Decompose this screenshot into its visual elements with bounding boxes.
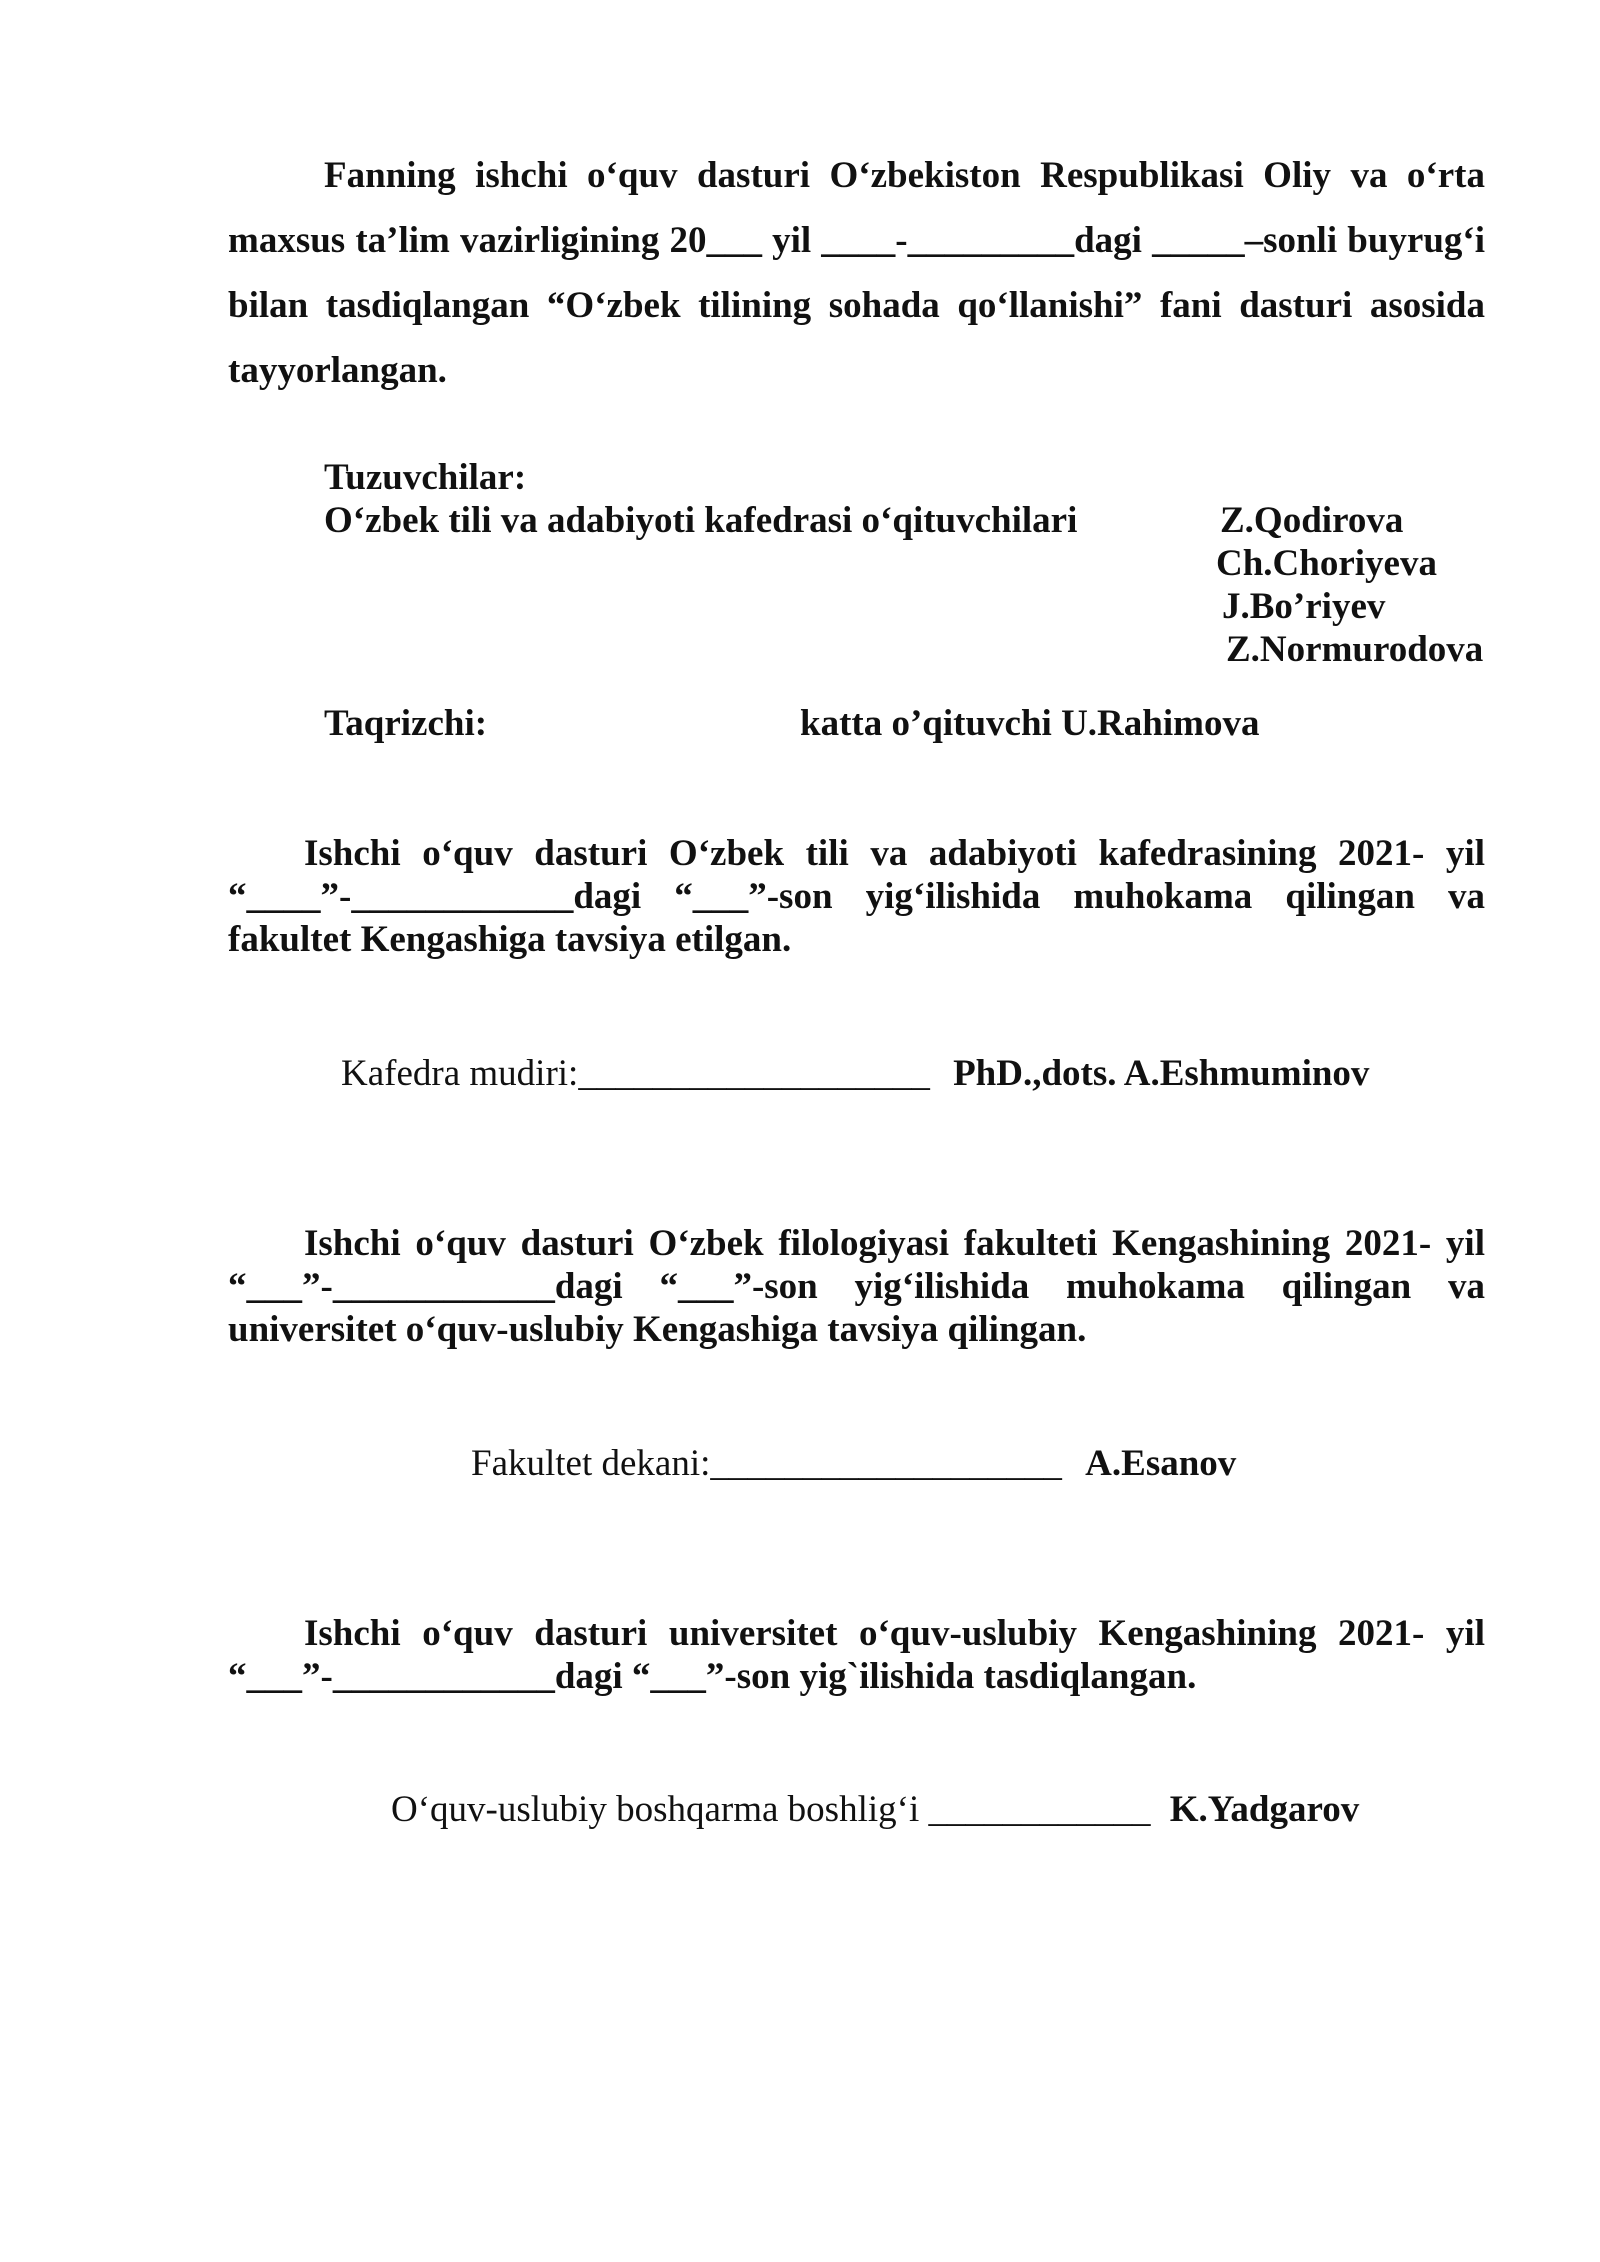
intro-paragraph: Fanning ishchi o‘quv dasturi O‘zbekiston Respublikasi Oliy va o‘rta maxsus ta’lim vazirligining 20___ yil ____-_________dagi _____–sonli buyrug‘i bilan tasdiqlangan “O‘zbek tilining sohada qo‘llanishi” fani dasturi asosida tayyorlangan. [228,155,1485,391]
department-head-name: PhD.,dots. A.Eshmuminov [953,1053,1370,1094]
methodology-head-name: K.Yadgarov [1169,1789,1360,1830]
methodology-head-label: O‘quv-uslubiy boshqarma boshlig‘i ____________ [391,1789,1151,1830]
compiler-name-1: Z.Qodirova [1220,500,1404,541]
compiler-name-4: Z.Normurodova [1226,629,1484,670]
reviewer-value: katta o’qituvchi U.Rahimova [800,703,1260,744]
department-head-label: Kafedra mudiri:___________________ [341,1053,930,1094]
methodology-head-signature [391,1788,1359,1831]
dean-label: Fakultet dekani:___________________ [471,1443,1062,1484]
department-head-signature [341,1052,1369,1095]
university-approval-paragraph: Ishchi o‘quv dasturi universitet o‘quv-uslubiy Kengashining 2021- yil “___”-____________dagi “___”-son yig`ilishida tasdiqlangan. [228,1613,1485,1697]
dean-name: A.Esanov [1085,1443,1237,1484]
compilers-department: O‘zbek tili va adabiyoti kafedrasi o‘qituvchilari [324,500,1078,541]
compiler-name-2: Ch.Choriyeva [1216,543,1437,584]
compilers-heading: Tuzuvchilar: [324,457,527,498]
department-approval-paragraph: Ishchi o‘quv dasturi O‘zbek tili va adabiyoti kafedrasining 2021- yil “____”-____________dagi “___”-son yig‘ilishida muhokama qilingan va fakultet Kengashiga tavsiya etilgan. [228,833,1485,960]
dean-signature [471,1442,1236,1485]
compiler-name-3: J.Bo’riyev [1222,586,1386,627]
faculty-approval-paragraph: Ishchi o‘quv dasturi O‘zbek filologiyasi fakulteti Kengashining 2021- yil “___”-____________dagi “___”-son yig‘ilishida muhokama qilingan va universitet o‘quv-uslubiy Kengashiga tavsiya qilingan. [228,1223,1485,1350]
reviewer-label: Taqrizchi: [324,703,488,744]
